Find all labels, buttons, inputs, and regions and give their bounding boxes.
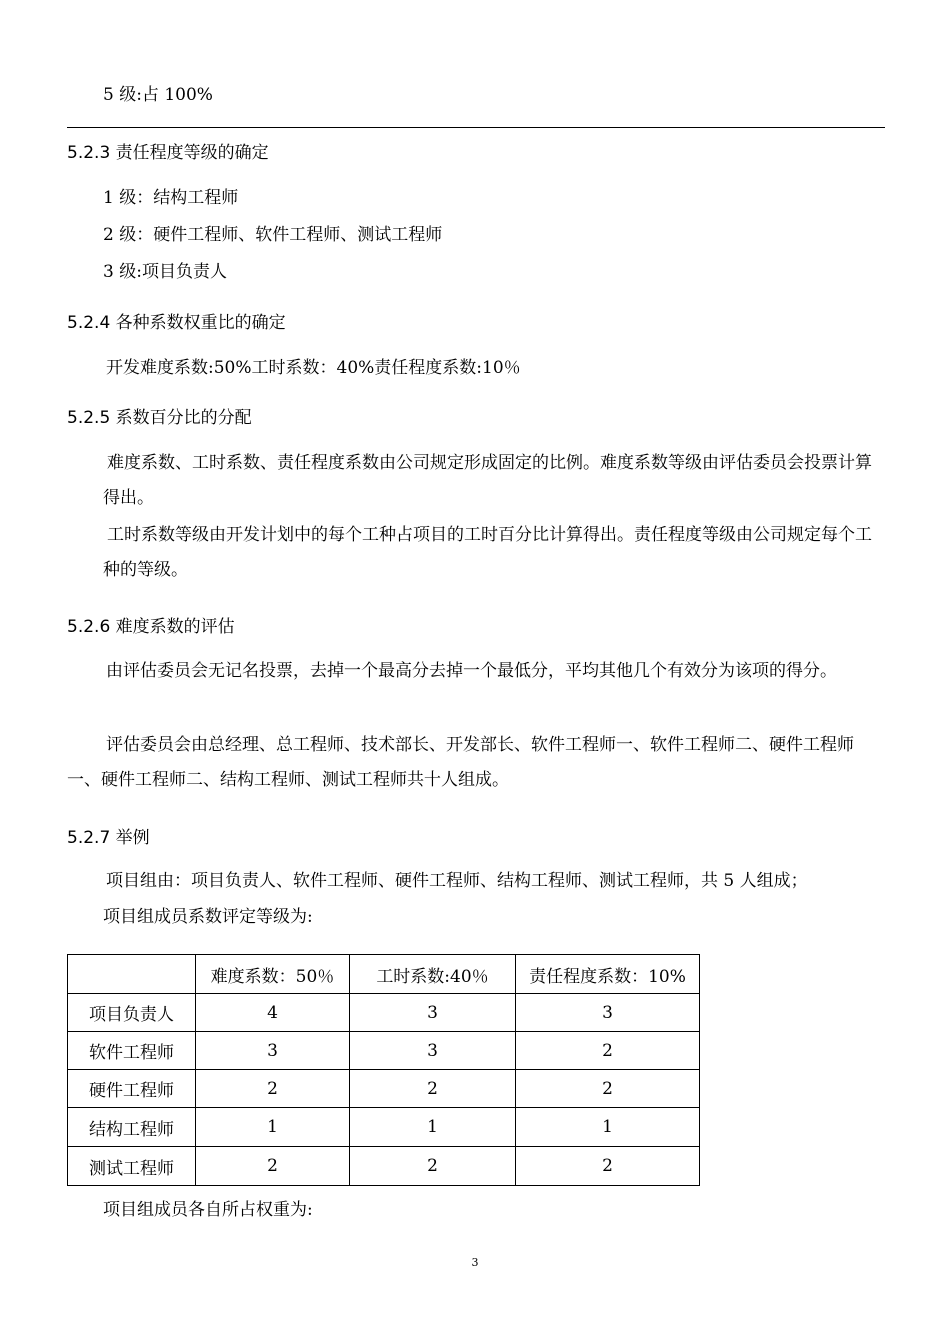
- table-row: [68, 1032, 700, 1070]
- table-cell: 软件工程师: [68, 1032, 196, 1070]
- table-cell: 3: [350, 1032, 516, 1070]
- top-line: 5 级:占 100%: [103, 85, 213, 105]
- table-cell: 4: [196, 994, 350, 1032]
- table-header-cell: [68, 955, 196, 994]
- table-row: [68, 1147, 700, 1186]
- section-heading-5-2-7: 5.2.7 举例: [67, 828, 150, 848]
- coefficient-table: [67, 954, 700, 1186]
- table-row: [68, 1108, 700, 1147]
- table-cell: 2: [196, 1070, 350, 1108]
- table-cell: 2: [196, 1147, 350, 1186]
- list-item: 2 级：硬件工程师、软件工程师、测试工程师: [103, 225, 443, 245]
- table-cell: 2: [350, 1147, 516, 1186]
- table-cell: 1: [350, 1108, 516, 1147]
- table-cell: 项目负责人: [68, 994, 196, 1032]
- paragraph: 评估委员会由总经理、总工程师、技术部长、开发部长、软件工程师一、软件工程师二、硬件工程师一、硬件工程师二、结构工程师、测试工程师共十人组成。: [67, 735, 854, 790]
- table-header-cell: 责任程度系数：10%: [516, 955, 700, 994]
- table-cell: 结构工程师: [68, 1108, 196, 1147]
- table-header-row: [68, 955, 700, 994]
- paragraph: 项目组成员各自所占权重为:: [103, 1200, 313, 1220]
- section-heading-5-2-3: 5.2.3 责任程度等级的确定: [67, 143, 269, 163]
- table-cell: 硬件工程师: [68, 1070, 196, 1108]
- list-item: 3 级:项目负责人: [103, 262, 227, 282]
- table-cell: 1: [196, 1108, 350, 1147]
- table-cell: 3: [196, 1032, 350, 1070]
- table-cell: 3: [350, 994, 516, 1032]
- table-cell: 1: [516, 1108, 700, 1147]
- table-cell: 2: [516, 1147, 700, 1186]
- table-header-cell: 难度系数：50％: [196, 955, 350, 994]
- section-heading-5-2-5: 5.2.5 系数百分比的分配: [67, 408, 252, 428]
- section-heading-5-2-6: 5.2.6 难度系数的评估: [67, 617, 235, 637]
- table-cell: 测试工程师: [68, 1147, 196, 1186]
- table-cell: 3: [516, 994, 700, 1032]
- table-row: [68, 994, 700, 1032]
- paragraph: 项目组成员系数评定等级为:: [103, 907, 313, 927]
- table-header-cell: 工时系数:40％: [350, 955, 516, 994]
- section-heading-5-2-4: 5.2.4 各种系数权重比的确定: [67, 313, 286, 333]
- paragraph: 项目组由：项目负责人、软件工程师、硬件工程师、结构工程师、测试工程师，共 5 人组成；: [106, 871, 808, 891]
- table-cell: 2: [516, 1032, 700, 1070]
- table-row: [68, 1070, 700, 1108]
- table-cell: 2: [516, 1070, 700, 1108]
- weights-line: 开发难度系数:50%工时系数：40%责任程度系数:10％: [106, 358, 521, 378]
- page-number: 3: [471, 1256, 479, 1269]
- table-cell: 2: [350, 1070, 516, 1108]
- horizontal-rule: [67, 127, 885, 128]
- list-item: 1 级：结构工程师: [103, 188, 239, 208]
- paragraph: 难度系数、工时系数、责任程度系数由公司规定形成固定的比例。难度系数等级由评估委员会投票计算得出。: [103, 453, 872, 508]
- paragraph: 由评估委员会无记名投票，去掉一个最高分去掉一个最低分，平均其他几个有效分为该项的得分。: [106, 661, 837, 681]
- paragraph: 工时系数等级由开发计划中的每个工种占项目的工时百分比计算得出。责任程度等级由公司规定每个工种的等级。: [103, 525, 872, 580]
